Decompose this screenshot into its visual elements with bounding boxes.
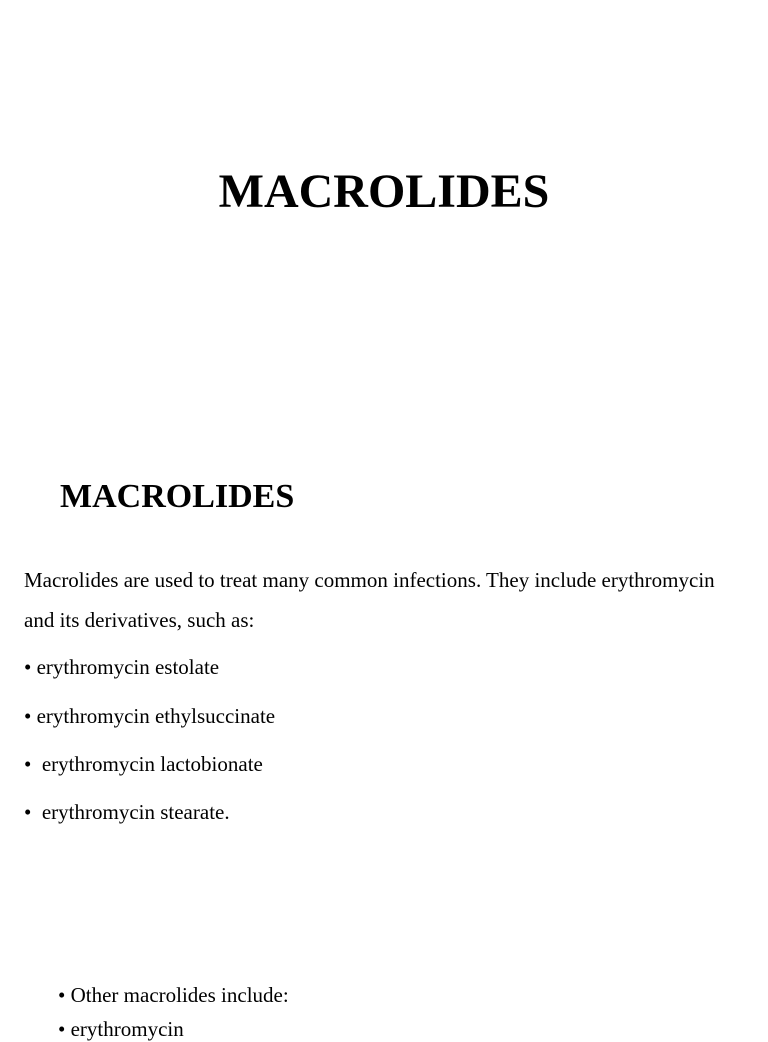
bullet-item-estolate: • erythromycin estolate — [24, 655, 220, 679]
other-macrolides-item-cut-off: • erythromycin — [58, 1017, 184, 1041]
bullet-item-stearate: • erythromycin stearate. — [24, 800, 230, 824]
bullet-item-ethylsuccinate: • erythromycin ethylsuccinate — [24, 704, 276, 728]
slide-title: MACROLIDES — [218, 165, 550, 218]
bullet-item-lactobionate: • erythromycin lactobionate — [24, 752, 263, 776]
other-macrolides-heading: • Other macrolides include: — [58, 983, 289, 1007]
section-heading: MACROLIDES — [60, 478, 295, 515]
intro-line-2: and its derivatives, such as: — [24, 608, 255, 632]
intro-line-1: Macrolides are used to treat many common infections. They include erythromycin — [24, 568, 715, 592]
intro-paragraph — [24, 560, 768, 640]
